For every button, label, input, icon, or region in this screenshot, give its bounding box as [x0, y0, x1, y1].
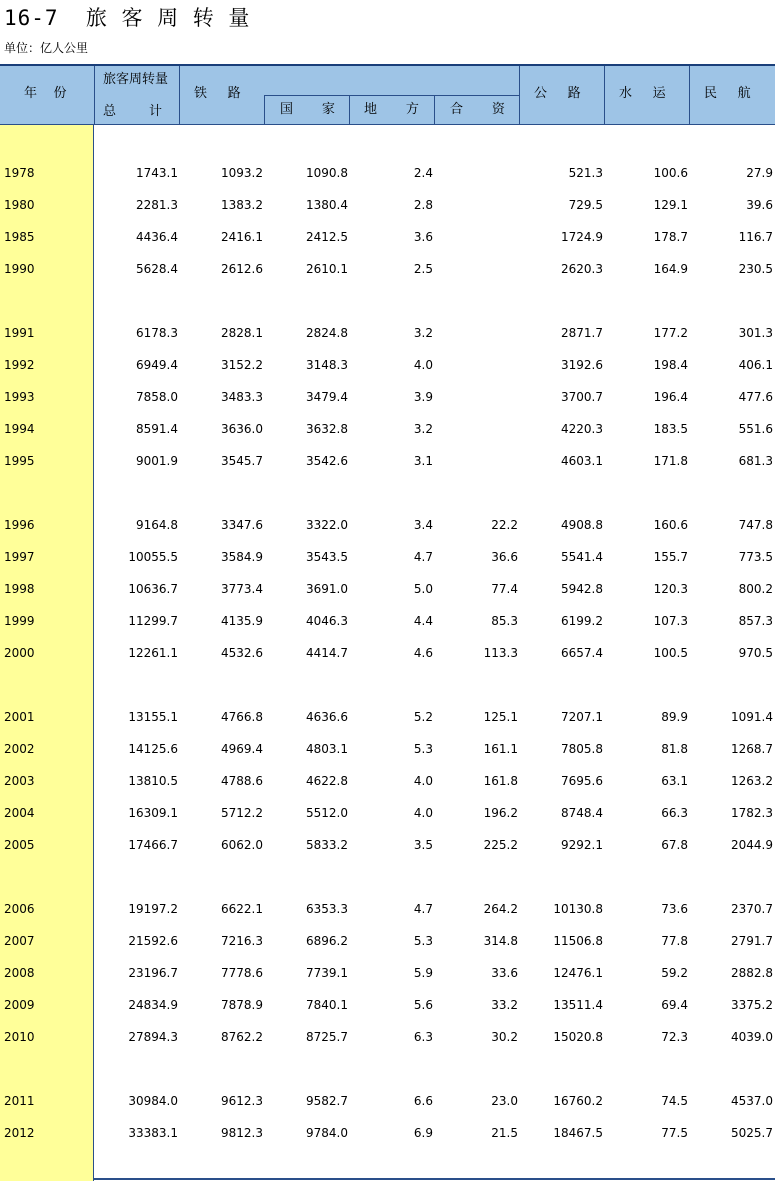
cell-water: 107.3 [653, 614, 688, 628]
cell-jv: 21.5 [491, 1126, 518, 1140]
table-row [0, 996, 775, 1014]
cell-jv: 36.6 [491, 550, 518, 564]
cell-rail: 2612.6 [221, 262, 263, 276]
header-divider [179, 66, 180, 125]
cell-rail: 3545.7 [221, 454, 263, 468]
row-year: 1994 [4, 422, 35, 436]
table-row [0, 644, 775, 662]
cell-rail: 4766.8 [221, 710, 263, 724]
cell-jv: 33.2 [491, 998, 518, 1012]
cell-local: 3.2 [413, 422, 433, 436]
cell-rail: 7216.3 [221, 934, 263, 948]
row-year: 1993 [4, 390, 35, 404]
cell-national: 6353.3 [306, 902, 348, 916]
cell-road: 15020.8 [553, 1030, 603, 1044]
cell-national: 2610.1 [306, 262, 348, 276]
cell-total: 11299.7 [128, 614, 178, 628]
cell-air: 4039.0 [731, 1030, 773, 1044]
cell-road: 6657.4 [561, 646, 603, 660]
row-year: 1998 [4, 582, 35, 596]
cell-local: 3.4 [413, 518, 433, 532]
cell-local: 4.0 [413, 806, 433, 820]
cell-total: 12261.1 [128, 646, 178, 660]
cell-water: 59.2 [661, 966, 688, 980]
cell-rail: 6622.1 [221, 902, 263, 916]
cell-air: 2370.7 [731, 902, 773, 916]
cell-local: 5.6 [413, 998, 433, 1012]
cell-road: 3192.6 [561, 358, 603, 372]
cell-local: 4.0 [413, 774, 433, 788]
cell-road: 5541.4 [561, 550, 603, 564]
cell-water: 198.4 [653, 358, 688, 372]
cell-road: 16760.2 [553, 1094, 603, 1108]
cell-total: 4436.4 [136, 230, 178, 244]
cell-air: 39.6 [746, 198, 773, 212]
row-year: 2004 [4, 806, 35, 820]
cell-water: 129.1 [653, 198, 688, 212]
header-divider [434, 95, 435, 125]
row-year: 2010 [4, 1030, 35, 1044]
cell-national: 7739.1 [306, 966, 348, 980]
cell-road: 10130.8 [553, 902, 603, 916]
cell-air: 2791.7 [731, 934, 773, 948]
cell-road: 3700.7 [561, 390, 603, 404]
cell-jv: 225.2 [483, 838, 518, 852]
cell-national: 2824.8 [306, 326, 348, 340]
cell-water: 74.5 [661, 1094, 688, 1108]
cell-air: 4537.0 [731, 1094, 773, 1108]
header-subdivider [264, 95, 519, 96]
header-divider [689, 66, 690, 125]
cell-road: 6199.2 [561, 614, 603, 628]
table-row [0, 836, 775, 854]
cell-total: 17466.7 [128, 838, 178, 852]
table-row [0, 580, 775, 598]
cell-water: 89.9 [661, 710, 688, 724]
cell-road: 18467.5 [553, 1126, 603, 1140]
row-year: 2008 [4, 966, 35, 980]
cell-air: 681.3 [738, 454, 773, 468]
cell-local: 2.5 [413, 262, 433, 276]
cell-national: 3632.8 [306, 422, 348, 436]
cell-water: 177.2 [653, 326, 688, 340]
cell-total: 10636.7 [128, 582, 178, 596]
cell-total: 33383.1 [128, 1126, 178, 1140]
cell-road: 11506.8 [553, 934, 603, 948]
cell-water: 69.4 [661, 998, 688, 1012]
table-row [0, 164, 775, 182]
cell-total: 24834.9 [128, 998, 178, 1012]
table-row [0, 1124, 775, 1142]
table-row [0, 548, 775, 566]
row-year: 1995 [4, 454, 35, 468]
cell-total: 30984.0 [128, 1094, 178, 1108]
cell-total: 2281.3 [136, 198, 178, 212]
cell-water: 171.8 [653, 454, 688, 468]
cell-local: 3.2 [413, 326, 433, 340]
cell-air: 230.5 [738, 262, 773, 276]
cell-national: 4046.3 [306, 614, 348, 628]
cell-local: 4.0 [413, 358, 433, 372]
cell-road: 4908.8 [561, 518, 603, 532]
header-divider [94, 66, 95, 125]
cell-national: 3148.3 [306, 358, 348, 372]
cell-water: 160.6 [653, 518, 688, 532]
cell-road: 5942.8 [561, 582, 603, 596]
row-year: 2007 [4, 934, 35, 948]
cell-local: 3.1 [413, 454, 433, 468]
cell-rail: 4532.6 [221, 646, 263, 660]
cell-water: 164.9 [653, 262, 688, 276]
cell-rail: 2828.1 [221, 326, 263, 340]
table-row [0, 964, 775, 982]
cell-rail: 3483.3 [221, 390, 263, 404]
cell-national: 3322.0 [306, 518, 348, 532]
cell-water: 77.8 [661, 934, 688, 948]
cell-total: 13810.5 [128, 774, 178, 788]
cell-road: 2620.3 [561, 262, 603, 276]
row-year: 2012 [4, 1126, 35, 1140]
cell-total: 9001.9 [136, 454, 178, 468]
cell-rail: 3636.0 [221, 422, 263, 436]
cell-water: 66.3 [661, 806, 688, 820]
table-row [0, 516, 775, 534]
cell-total: 23196.7 [128, 966, 178, 980]
row-year: 1990 [4, 262, 35, 276]
cell-air: 747.8 [738, 518, 773, 532]
cell-road: 729.5 [568, 198, 603, 212]
cell-national: 5833.2 [306, 838, 348, 852]
cell-air: 1091.4 [731, 710, 773, 724]
cell-rail: 9812.3 [221, 1126, 263, 1140]
cell-jv: 33.6 [491, 966, 518, 980]
cell-water: 178.7 [653, 230, 688, 244]
table-row [0, 196, 775, 214]
cell-air: 1782.3 [731, 806, 773, 820]
cell-national: 3479.4 [306, 390, 348, 404]
cell-total: 6178.3 [136, 326, 178, 340]
cell-rail: 6062.0 [221, 838, 263, 852]
cell-jv: 161.8 [483, 774, 518, 788]
row-year: 2003 [4, 774, 35, 788]
cell-total: 1743.1 [136, 166, 178, 180]
table-row [0, 900, 775, 918]
cell-jv: 23.0 [491, 1094, 518, 1108]
cell-rail: 9612.3 [221, 1094, 263, 1108]
cell-rail: 4788.6 [221, 774, 263, 788]
header-air: 民 航 [704, 86, 751, 101]
cell-national: 4414.7 [306, 646, 348, 660]
table-row [0, 708, 775, 726]
table-header [0, 64, 775, 125]
cell-air: 2882.8 [731, 966, 773, 980]
cell-road: 7805.8 [561, 742, 603, 756]
header-road: 公 路 [534, 86, 581, 101]
cell-air: 3375.2 [731, 998, 773, 1012]
cell-water: 63.1 [661, 774, 688, 788]
cell-water: 120.3 [653, 582, 688, 596]
cell-total: 10055.5 [128, 550, 178, 564]
cell-local: 5.2 [413, 710, 433, 724]
cell-total: 8591.4 [136, 422, 178, 436]
cell-air: 1268.7 [731, 742, 773, 756]
cell-road: 2871.7 [561, 326, 603, 340]
cell-national: 7840.1 [306, 998, 348, 1012]
row-year: 2001 [4, 710, 35, 724]
header-total: 旅客周转量 [103, 72, 169, 87]
cell-local: 3.9 [413, 390, 433, 404]
header-divider [519, 66, 520, 125]
table-row [0, 324, 775, 342]
cell-local: 5.3 [413, 934, 433, 948]
cell-air: 27.9 [746, 166, 773, 180]
cell-air: 800.2 [738, 582, 773, 596]
cell-air: 551.6 [738, 422, 773, 436]
cell-national: 1380.4 [306, 198, 348, 212]
cell-rail: 3584.9 [221, 550, 263, 564]
table-row [0, 420, 775, 438]
cell-local: 6.9 [413, 1126, 433, 1140]
table-row [0, 356, 775, 374]
cell-national: 3691.0 [306, 582, 348, 596]
cell-road: 4603.1 [561, 454, 603, 468]
cell-rail: 3347.6 [221, 518, 263, 532]
cell-water: 183.5 [653, 422, 688, 436]
row-year: 2000 [4, 646, 35, 660]
cell-road: 12476.1 [553, 966, 603, 980]
cell-total: 21592.6 [128, 934, 178, 948]
cell-national: 8725.7 [306, 1030, 348, 1044]
cell-air: 2044.9 [731, 838, 773, 852]
table-row [0, 932, 775, 950]
table-row [0, 740, 775, 758]
cell-local: 5.9 [413, 966, 433, 980]
cell-water: 73.6 [661, 902, 688, 916]
cell-total: 5628.4 [136, 262, 178, 276]
table-row [0, 1092, 775, 1110]
cell-jv: 196.2 [483, 806, 518, 820]
cell-air: 773.5 [738, 550, 773, 564]
cell-rail: 3773.4 [221, 582, 263, 596]
cell-national: 6896.2 [306, 934, 348, 948]
cell-jv: 125.1 [483, 710, 518, 724]
cell-road: 7695.6 [561, 774, 603, 788]
cell-total: 16309.1 [128, 806, 178, 820]
cell-water: 155.7 [653, 550, 688, 564]
cell-local: 5.0 [413, 582, 433, 596]
row-year: 2006 [4, 902, 35, 916]
cell-rail: 5712.2 [221, 806, 263, 820]
cell-water: 77.5 [661, 1126, 688, 1140]
cell-national: 4803.1 [306, 742, 348, 756]
cell-national: 2412.5 [306, 230, 348, 244]
cell-local: 4.6 [413, 646, 433, 660]
header-year: 年 份 [24, 86, 67, 101]
cell-national: 9784.0 [306, 1126, 348, 1140]
row-year: 2005 [4, 838, 35, 852]
cell-total: 27894.3 [128, 1030, 178, 1044]
cell-national: 3543.5 [306, 550, 348, 564]
cell-local: 6.6 [413, 1094, 433, 1108]
table-row [0, 1028, 775, 1046]
cell-air: 857.3 [738, 614, 773, 628]
cell-local: 6.3 [413, 1030, 433, 1044]
cell-road: 1724.9 [561, 230, 603, 244]
cell-jv: 264.2 [483, 902, 518, 916]
table-row [0, 452, 775, 470]
header-divider [604, 66, 605, 125]
table-bottom-border [94, 1178, 775, 1180]
row-year: 2011 [4, 1094, 35, 1108]
cell-rail: 2416.1 [221, 230, 263, 244]
header-rail: 铁 路 [194, 86, 241, 101]
header-jv: 合 资 [450, 102, 505, 117]
cell-rail: 3152.2 [221, 358, 263, 372]
header-local: 地 方 [364, 102, 419, 117]
cell-road: 8748.4 [561, 806, 603, 820]
cell-road: 7207.1 [561, 710, 603, 724]
cell-jv: 85.3 [491, 614, 518, 628]
cell-rail: 8762.2 [221, 1030, 263, 1044]
cell-air: 1263.2 [731, 774, 773, 788]
row-year: 1997 [4, 550, 35, 564]
cell-local: 4.7 [413, 902, 433, 916]
table-row [0, 772, 775, 790]
cell-total: 13155.1 [128, 710, 178, 724]
cell-jv: 161.1 [483, 742, 518, 756]
header-divider [264, 95, 265, 125]
cell-local: 4.4 [413, 614, 433, 628]
cell-local: 2.8 [413, 198, 433, 212]
row-year: 1985 [4, 230, 35, 244]
cell-water: 100.6 [653, 166, 688, 180]
cell-local: 2.4 [413, 166, 433, 180]
cell-national: 4622.8 [306, 774, 348, 788]
cell-rail: 4969.4 [221, 742, 263, 756]
header-water: 水 运 [619, 86, 666, 101]
row-year: 1991 [4, 326, 35, 340]
table-row [0, 388, 775, 406]
cell-rail: 1093.2 [221, 166, 263, 180]
cell-air: 301.3 [738, 326, 773, 340]
row-year: 1996 [4, 518, 35, 532]
cell-air: 406.1 [738, 358, 773, 372]
cell-total: 6949.4 [136, 358, 178, 372]
cell-jv: 22.2 [491, 518, 518, 532]
header-total-sub: 总 计 [103, 104, 163, 119]
cell-road: 13511.4 [553, 998, 603, 1012]
table-row [0, 260, 775, 278]
cell-national: 3542.6 [306, 454, 348, 468]
cell-jv: 77.4 [491, 582, 518, 596]
header-national: 国 家 [280, 102, 335, 117]
cell-jv: 314.8 [483, 934, 518, 948]
cell-water: 100.5 [653, 646, 688, 660]
row-year: 1980 [4, 198, 35, 212]
cell-national: 5512.0 [306, 806, 348, 820]
cell-road: 9292.1 [561, 838, 603, 852]
cell-air: 5025.7 [731, 1126, 773, 1140]
cell-national: 1090.8 [306, 166, 348, 180]
cell-water: 72.3 [661, 1030, 688, 1044]
cell-jv: 30.2 [491, 1030, 518, 1044]
cell-air: 477.6 [738, 390, 773, 404]
header-divider [349, 95, 350, 125]
page-title: 16-7 旅 客 周 转 量 [4, 6, 251, 30]
cell-local: 4.7 [413, 550, 433, 564]
row-year: 1992 [4, 358, 35, 372]
cell-total: 9164.8 [136, 518, 178, 532]
cell-water: 67.8 [661, 838, 688, 852]
cell-rail: 4135.9 [221, 614, 263, 628]
cell-water: 81.8 [661, 742, 688, 756]
cell-local: 5.3 [413, 742, 433, 756]
table-row [0, 804, 775, 822]
row-year: 2002 [4, 742, 35, 756]
cell-local: 3.6 [413, 230, 433, 244]
cell-road: 4220.3 [561, 422, 603, 436]
cell-jv: 113.3 [483, 646, 518, 660]
cell-national: 9582.7 [306, 1094, 348, 1108]
unit-label: 单位：亿人公里 [4, 41, 89, 55]
cell-total: 7858.0 [136, 390, 178, 404]
cell-total: 19197.2 [128, 902, 178, 916]
table-row [0, 612, 775, 630]
cell-rail: 7878.9 [221, 998, 263, 1012]
cell-rail: 1383.2 [221, 198, 263, 212]
cell-air: 970.5 [738, 646, 773, 660]
cell-rail: 7778.6 [221, 966, 263, 980]
cell-national: 4636.6 [306, 710, 348, 724]
row-year: 1978 [4, 166, 35, 180]
cell-air: 116.7 [738, 230, 773, 244]
cell-local: 3.5 [413, 838, 433, 852]
table-row [0, 228, 775, 246]
cell-road: 521.3 [568, 166, 603, 180]
row-year: 1999 [4, 614, 35, 628]
cell-water: 196.4 [653, 390, 688, 404]
row-year: 2009 [4, 998, 35, 1012]
cell-total: 14125.6 [128, 742, 178, 756]
